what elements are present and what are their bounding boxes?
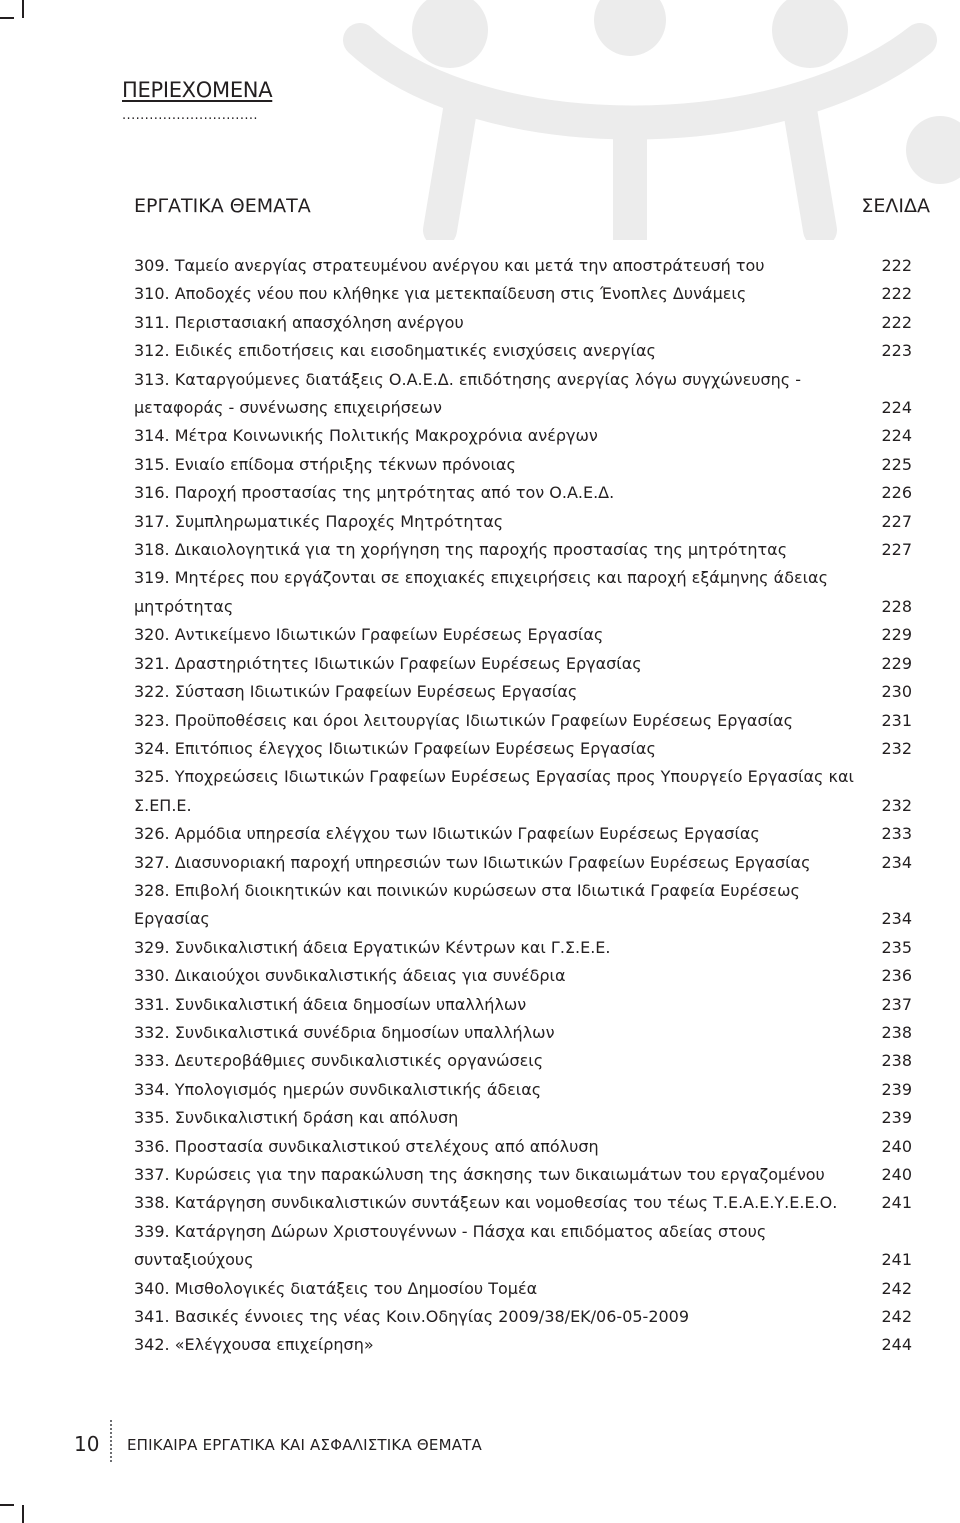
toc-entry-page: 235 [881, 937, 912, 957]
toc-entry-page: 239 [881, 1079, 912, 1099]
toc-entry-title: 329. Συνδικαλιστική άδεια Εργατικών Κέντρων και Γ.Σ.Ε.Ε. [134, 937, 611, 957]
footer-publication-title: ΕΠΙΚΑΙΡΑ ΕΡΓΑΤΙΚΑ ΚΑΙ ΑΣΦΑΛΙΣΤΙΚΑ ΘΕΜΑΤΑ [127, 1436, 482, 1454]
toc-entry [134, 252, 912, 280]
toc-entry [134, 962, 912, 990]
toc-entry-page: 241 [881, 1193, 912, 1213]
toc-entry [134, 820, 912, 848]
toc-entry-title: 332. Συνδικαλιστικά συνέδρια δημοσίων υπαλλήλων [134, 1022, 555, 1042]
footer-dotted-divider [110, 1420, 112, 1462]
toc-entry-title: 309. Ταμείο ανεργίας στρατευμένου ανέργου και μετά την αποστράτευσή του [134, 256, 765, 275]
toc-entry [134, 707, 912, 735]
crop-mark-top-left-h [0, 17, 14, 19]
toc-entry [134, 849, 912, 877]
toc-entry [134, 1019, 912, 1047]
toc-entry-title: 314. Μέτρα Κοινωνικής Πολιτικής Μακροχρόνια ανέργων [134, 426, 598, 446]
toc-entry-title: 326. Αρμόδια υπηρεσία ελέγχου των Ιδιωτικών Γραφείων Ευρέσεως Εργασίας [134, 824, 760, 844]
toc-entry-page: 229 [881, 653, 912, 673]
toc-entry [134, 1275, 912, 1303]
toc-entry [134, 1303, 912, 1331]
toc-entry [134, 877, 912, 934]
toc-entry-page: 239 [881, 1108, 912, 1128]
section-title: ΕΡΓΑΤΙΚΑ ΘΕΜΑΤΑ [134, 195, 311, 217]
toc-entry [134, 337, 912, 365]
toc-entry [134, 1076, 912, 1104]
title-dotted-rule: .............................. [122, 108, 258, 123]
toc-entry-title: 331. Συνδικαλιστική άδεια δημοσίων υπαλλήλων [134, 994, 527, 1014]
crop-mark-bottom-left-v [22, 1505, 24, 1523]
toc-entry-page: 222 [881, 256, 912, 275]
toc-entry-page: 232 [881, 738, 912, 758]
toc-entry-page: 223 [881, 341, 912, 361]
toc-entry [134, 650, 912, 678]
toc-entry-title: 334. Υπολογισμός ημερών συνδικαλιστικής άδειας [134, 1079, 542, 1099]
toc-entry-title: 341. Βασικές έννοιες της νέας Κοιν.Οδηγίας 2009/38/ΕΚ/06-05-2009 [134, 1307, 690, 1327]
toc-entry-title: 325. Υποχρεώσεις Ιδιωτικών Γραφείων Ευρέσεως Εργασίας προς Υπουργείο Εργασίας και Σ.ΕΠ.Ε. [134, 767, 854, 815]
page-title: ΠΕΡΙΕΧΟΜΕΝΑ [122, 78, 273, 102]
toc-entry-title: 323. Προϋποθέσεις και όροι λειτουργίας Ιδιωτικών Γραφείων Ευρέσεως Εργασίας [134, 710, 793, 730]
toc-entry-title: 317. Συμπληρωματικές Παροχές Μητρότητας [134, 511, 504, 531]
crop-mark-top-left-v [22, 0, 24, 18]
toc-entry-title: 319. Μητέρες που εργάζονται σε εποχιακές επιχειρήσεις και παροχή εξάμηνης άδειας μητρότητας [134, 568, 828, 616]
toc-entry-title: 321. Δραστηριότητες Ιδιωτικών Γραφείων Ευρέσεως Εργασίας [134, 653, 642, 673]
toc-entry-title: 339. Κατάργηση Δώρων Χριστουγέννων - Πάσχα και επιδόματος αδείας στους συνταξιούχους [134, 1221, 767, 1270]
toc-entry [134, 309, 912, 337]
toc-entry [134, 735, 912, 763]
toc-entry-title: 312. Ειδικές επιδοτήσεις και εισοδηματικές ενισχύσεις ανεργίας [134, 341, 656, 361]
toc-entry-page: 240 [881, 1136, 912, 1156]
toc-entry-title: 335. Συνδικαλιστική δράση και απόλυση [134, 1108, 459, 1128]
toc-entry [134, 678, 912, 706]
toc-entry-title: 320. Αντικείμενο Ιδιωτικών Γραφείων Ευρέσεως Εργασίας [134, 625, 604, 645]
toc-entry-page: 241 [881, 1250, 912, 1270]
toc-entry-page: 222 [881, 284, 912, 304]
toc-entry [134, 564, 912, 621]
toc-entry-page: 236 [881, 966, 912, 986]
toc-entry [134, 280, 912, 308]
toc-entry-page: 233 [881, 824, 912, 844]
toc-entry [134, 479, 912, 507]
toc-entry [134, 621, 912, 649]
toc-entry-title: 318. Δικαιολογητικά για τη χορήγηση της παροχής προστασίας της μητρότητας [134, 540, 788, 560]
toc-entry-title: 330. Δικαιούχοι συνδικαλιστικής άδειας για συνέδρια [134, 966, 566, 986]
toc-entry-title: 337. Κυρώσεις για την παρακώλυση της άσκησης των δικαιωμάτων του εργαζομένου [134, 1165, 825, 1184]
toc-entry-page: 224 [881, 426, 912, 446]
toc-entry [134, 991, 912, 1019]
toc-entry-list [134, 252, 912, 1360]
toc-entry [134, 366, 912, 423]
page-column-label: ΣΕΛΙΔΑ [861, 195, 930, 217]
toc-entry-page: 227 [881, 540, 912, 560]
toc-entry [134, 1104, 912, 1132]
toc-entry-title: 342. «Ελέγχουσα επιχείρηση» [134, 1335, 374, 1355]
toc-entry [134, 536, 912, 564]
toc-entry-page: 231 [881, 710, 912, 730]
toc-entry [134, 1218, 912, 1275]
toc-entry [134, 1331, 912, 1359]
toc-entry [134, 422, 912, 450]
toc-entry-page: 227 [881, 511, 912, 531]
toc-entry-page: 222 [881, 312, 912, 332]
toc-entry-page: 226 [881, 483, 912, 503]
toc-entry-title: 340. Μισθολογικές διατάξεις του Δημοσίου Τομέα [134, 1278, 538, 1298]
toc-entry [134, 508, 912, 536]
toc-entry [134, 763, 912, 820]
toc-entry-page: 242 [881, 1278, 912, 1298]
toc-entry-title: 310. Αποδοχές νέου που κλήθηκε για μετεκπαίδευση στις Ένοπλες Δυνάμεις [134, 284, 747, 304]
toc-entry-page: 234 [881, 852, 912, 872]
toc-entry-title: 313. Καταργούμενες διατάξεις Ο.Α.Ε.Δ. επιδότησης ανεργίας λόγω συγχώνευσης - μεταφοράς - συνένωσης επιχειρήσεων [134, 369, 801, 418]
toc-entry-title: 311. Περιστασιακή απασχόληση ανέργου [134, 312, 464, 332]
crop-mark-bottom-left-h [0, 1504, 14, 1506]
toc-entry-page: 238 [881, 1022, 912, 1042]
toc-entry [134, 1133, 912, 1161]
toc-entry-page: 244 [881, 1335, 912, 1355]
toc-entry-title: 324. Επιτόπιος έλεγχος Ιδιωτικών Γραφείων Ευρέσεως Εργασίας [134, 738, 656, 758]
toc-entry-title: 336. Προστασία συνδικαλιστικού στελέχους από απόλυση [134, 1136, 599, 1156]
toc-entry-page: 242 [881, 1307, 912, 1327]
toc-entry-title: 322. Σύσταση Ιδιωτικών Γραφείων Ευρέσεως Εργασίας [134, 682, 578, 702]
toc-entry-title: 328. Επιβολή διοικητικών και ποινικών κυρώσεων στα Ιδιωτικά Γραφεία Ευρέσεως Εργασίας [134, 880, 800, 929]
toc-entry-page: 238 [881, 1051, 912, 1071]
toc-entry-title: 316. Παροχή προστασίας της μητρότητας από τον Ο.Α.Ε.Δ. [134, 483, 615, 503]
toc-entry [134, 1161, 912, 1189]
toc-entry [134, 1189, 912, 1217]
toc-entry-page: 232 [881, 795, 912, 815]
toc-entry-title: 338. Κατάργηση συνδικαλιστικών συντάξεων και νομοθεσίας του τέως Τ.Ε.Α.Ε.Υ.Ε.Ε.Ο. [134, 1193, 838, 1213]
toc-entry-title: 327. Διασυνοριακή παροχή υπηρεσιών των Ιδιωτικών Γραφείων Ευρέσεως Εργασίας [134, 852, 811, 872]
toc-entry [134, 934, 912, 962]
toc-entry [134, 1047, 912, 1075]
toc-entry-page: 225 [881, 454, 912, 474]
toc-entry-page: 234 [881, 909, 912, 929]
toc-entry-page: 224 [881, 398, 912, 418]
footer-page-number: 10 [74, 1432, 100, 1456]
toc-entry-page: 229 [881, 625, 912, 645]
toc-entry-page: 228 [881, 596, 912, 616]
toc-entry-title: 315. Ενιαίο επίδομα στήριξης τέκνων πρόνοιας [134, 454, 516, 474]
toc-entry-page: 230 [881, 682, 912, 702]
toc-entry [134, 451, 912, 479]
toc-entry-page: 237 [881, 994, 912, 1014]
toc-entry-title: 333. Δευτεροβάθμιες συνδικαλιστικές οργανώσεις [134, 1051, 544, 1071]
toc-entry-page: 240 [881, 1165, 912, 1184]
